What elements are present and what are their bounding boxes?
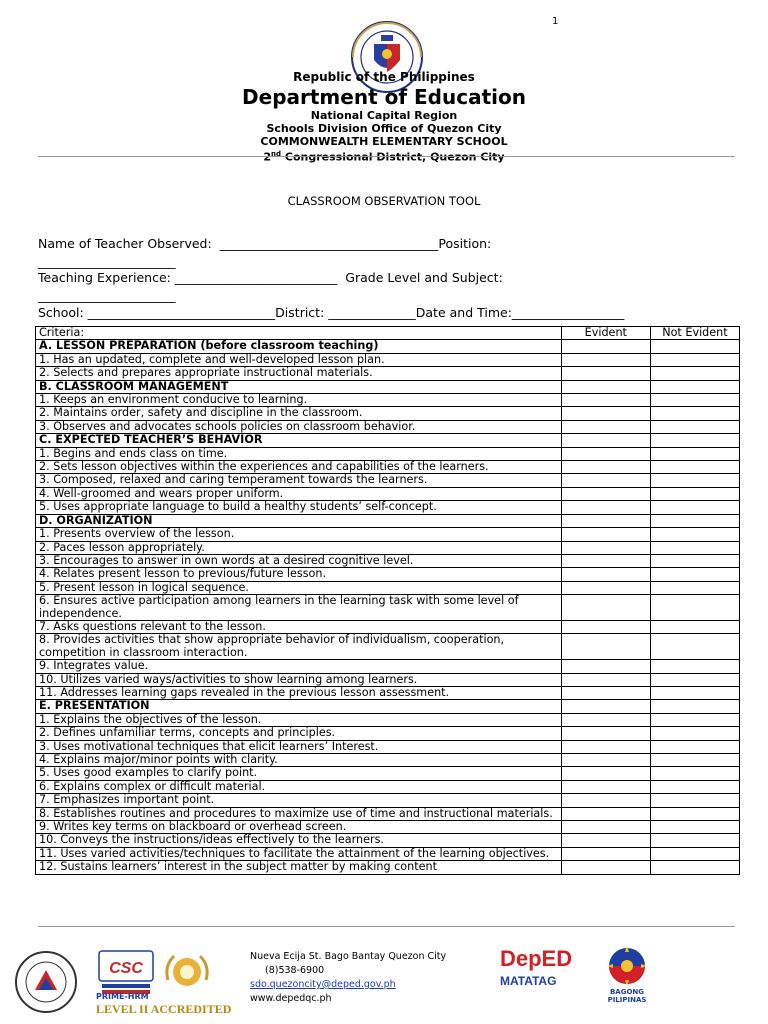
- criteria-row: [36, 568, 740, 581]
- criteria-text: 9. Integrates value.: [36, 660, 562, 673]
- not-evident-cell[interactable]: [650, 367, 739, 380]
- teacher-position-field-continued: ______________________: [38, 254, 176, 269]
- evident-cell: [561, 380, 650, 393]
- not-evident-cell[interactable]: [650, 461, 739, 474]
- evident-cell[interactable]: [561, 861, 650, 874]
- evident-cell[interactable]: [561, 780, 650, 793]
- evident-header: Evident: [561, 327, 650, 340]
- not-evident-cell[interactable]: [650, 740, 739, 753]
- criteria-text: 10. Utilizes varied ways/activities to show learning among learners.: [36, 673, 562, 686]
- evident-cell: [561, 340, 650, 353]
- criteria-text: 2. Maintains order, safety and discipline in the classroom.: [36, 407, 562, 420]
- criteria-row: [36, 780, 740, 793]
- not-evident-cell[interactable]: [650, 807, 739, 820]
- experience-grade-field-continued: ______________________: [38, 288, 176, 303]
- not-evident-cell: [650, 340, 739, 353]
- criteria-text: 2. Defines unfamiliar terms, concepts and principles.: [36, 727, 562, 740]
- evident-cell[interactable]: [561, 568, 650, 581]
- section-title: D. ORGANIZATION: [36, 514, 562, 527]
- not-evident-cell[interactable]: [650, 554, 739, 567]
- section-title: E. PRESENTATION: [36, 700, 562, 713]
- district-line: 2nd Congressional District, Quezon City: [263, 150, 505, 164]
- not-evident-cell: [650, 700, 739, 713]
- criteria-row: [36, 528, 740, 541]
- criteria-text: 6. Ensures active participation among learners in the learning task with some level of independence.: [36, 595, 562, 621]
- not-evident-cell[interactable]: [650, 487, 739, 500]
- not-evident-cell[interactable]: [650, 394, 739, 407]
- section-title: C. EXPECTED TEACHER’S BEHAVIOR: [36, 434, 562, 447]
- criteria-text: 4. Well-groomed and wears proper uniform.: [36, 487, 562, 500]
- not-evident-cell[interactable]: [650, 474, 739, 487]
- criteria-text: 1. Keeps an environment conducive to learning.: [36, 394, 562, 407]
- evident-cell[interactable]: [561, 581, 650, 594]
- section-row: [36, 434, 740, 447]
- evident-cell[interactable]: [561, 713, 650, 726]
- not-evident-cell[interactable]: [650, 568, 739, 581]
- criteria-row: [36, 660, 740, 673]
- table-header-row: [36, 327, 740, 340]
- criteria-row: [36, 447, 740, 460]
- not-evident-cell[interactable]: [650, 407, 739, 420]
- region-line: National Capital Region: [310, 109, 458, 122]
- criteria-row: [36, 620, 740, 633]
- not-evident-cell[interactable]: [650, 754, 739, 767]
- contact-block: [250, 950, 446, 1006]
- deped-logo-text: DepED: [500, 946, 573, 971]
- criteria-row: [36, 686, 740, 699]
- criteria-row: [36, 420, 740, 433]
- criteria-row: [36, 554, 740, 567]
- not-evident-cell[interactable]: [650, 634, 739, 660]
- evident-cell[interactable]: [561, 487, 650, 500]
- evident-cell: [561, 434, 650, 447]
- evident-cell[interactable]: [561, 727, 650, 740]
- criteria-row: [36, 807, 740, 820]
- section-row: [36, 700, 740, 713]
- bagong-pilipinas-label: BAGONG PILIPINAS: [607, 988, 647, 1004]
- evident-cell[interactable]: [561, 767, 650, 780]
- criteria-text: 7. Asks questions relevant to the lesson.: [36, 620, 562, 633]
- experience-grade-field: Teaching Experience: __________________________ Grade Level and Subject:: [38, 270, 503, 285]
- csc-label: CSC: [109, 960, 143, 977]
- sdo-quezon-city-seal-icon: [8, 950, 84, 1014]
- section-title: B. CLASSROOM MANAGEMENT: [36, 380, 562, 393]
- criteria-text: 11. Addresses learning gaps revealed in the previous lesson assessment.: [36, 686, 562, 699]
- criteria-row: [36, 407, 740, 420]
- department-name: Department of Education: [242, 85, 526, 109]
- not-evident-cell[interactable]: [650, 660, 739, 673]
- criteria-row: [36, 727, 740, 740]
- criteria-text: 5. Uses good examples to clarify point.: [36, 767, 562, 780]
- criteria-text: 1. Presents overview of the lesson.: [36, 528, 562, 541]
- criteria-row: [36, 673, 740, 686]
- criteria-text: 3. Uses motivational techniques that elicit learners’ Interest.: [36, 740, 562, 753]
- evident-cell[interactable]: [561, 528, 650, 541]
- criteria-row: [36, 834, 740, 847]
- criteria-text: 4. Relates present lesson to previous/future lesson.: [36, 568, 562, 581]
- evident-cell[interactable]: [561, 501, 650, 514]
- criteria-text: 3. Observes and advocates schools policies on classroom behavior.: [36, 420, 562, 433]
- evident-cell[interactable]: [561, 447, 650, 460]
- evident-cell[interactable]: [561, 740, 650, 753]
- criteria-text: 10. Conveys the instructions/ideas effectively to the learners.: [36, 834, 562, 847]
- criteria-row: [36, 740, 740, 753]
- evident-cell[interactable]: [561, 407, 650, 420]
- not-evident-cell: [650, 380, 739, 393]
- address-line: Nueva Ecija St. Bago Bantay Quezon City: [250, 951, 447, 962]
- criteria-text: 11. Uses varied activities/techniques to facilitate the attainment of the learning objectives.: [36, 847, 562, 860]
- not-evident-cell[interactable]: [650, 420, 739, 433]
- section-row: [36, 340, 740, 353]
- not-evident-cell[interactable]: [650, 727, 739, 740]
- header-rule: [38, 156, 735, 157]
- criteria-row: [36, 487, 740, 500]
- section-row: [36, 514, 740, 527]
- criteria-row: [36, 767, 740, 780]
- evident-cell[interactable]: [561, 620, 650, 633]
- phone-line: (8)538-6900: [265, 965, 325, 976]
- division-line: Schools Division Office of Quezon City: [266, 122, 502, 135]
- website-line: www.depedqc.ph: [250, 993, 332, 1004]
- evident-cell: [561, 514, 650, 527]
- evident-cell[interactable]: [561, 807, 650, 820]
- teacher-position-field: Name of Teacher Observed: ___________________________________Position:: [38, 236, 492, 251]
- section-row: [36, 380, 740, 393]
- csc-logo-icon: [98, 950, 154, 996]
- not-evident-cell[interactable]: [650, 581, 739, 594]
- criteria-row: [36, 474, 740, 487]
- evident-cell[interactable]: [561, 353, 650, 366]
- criteria-row: [36, 713, 740, 726]
- email-link[interactable]: sdo.quezoncity@deped.gov.ph: [250, 979, 396, 990]
- not-evident-cell[interactable]: [650, 861, 739, 874]
- evident-cell[interactable]: [561, 821, 650, 834]
- criteria-text: 8. Provides activities that show appropriate behavior of individualism, cooperation, competition in classroom interaction.: [36, 634, 562, 660]
- not-evident-cell[interactable]: [650, 673, 739, 686]
- criteria-text: 1. Has an updated, complete and well-developed lesson plan.: [36, 353, 562, 366]
- criteria-text: 2. Paces lesson appropriately.: [36, 541, 562, 554]
- criteria-row: [36, 367, 740, 380]
- criteria-text: 2. Selects and prepares appropriate instructional materials.: [36, 367, 562, 380]
- evident-cell[interactable]: [561, 420, 650, 433]
- footer-rule: [38, 926, 735, 927]
- criteria-text: 6. Explains complex or difficult material.: [36, 780, 562, 793]
- criteria-row: [36, 847, 740, 860]
- criteria-row: [36, 794, 740, 807]
- evident-cell[interactable]: [561, 847, 650, 860]
- evident-cell[interactable]: [561, 394, 650, 407]
- matatag-label: MATATAG: [500, 974, 557, 988]
- criteria-text: 3. Composed, relaxed and caring temperament towards the learners.: [36, 474, 562, 487]
- not-evident-cell[interactable]: [650, 847, 739, 860]
- criteria-row: [36, 541, 740, 554]
- criteria-header: Criteria:: [36, 327, 562, 340]
- not-evident-cell[interactable]: [650, 620, 739, 633]
- evident-cell[interactable]: [561, 541, 650, 554]
- evident-cell[interactable]: [561, 595, 650, 621]
- not-evident-cell: [650, 434, 739, 447]
- prime-hrm-label: PRIME-HRM: [96, 992, 149, 1001]
- not-evident-header: Not Evident: [650, 327, 739, 340]
- criteria-row: [36, 821, 740, 834]
- criteria-text: 12. Sustains learners’ interest in the subject matter by making content: [36, 861, 562, 874]
- evident-cell[interactable]: [561, 554, 650, 567]
- criteria-text: 2. Sets lesson objectives within the experiences and capabilities of the learners.: [36, 461, 562, 474]
- criteria-text: 7. Emphasizes important point.: [36, 794, 562, 807]
- criteria-row: [36, 861, 740, 874]
- page-number: 1: [552, 16, 559, 27]
- evident-cell[interactable]: [561, 660, 650, 673]
- evident-cell[interactable]: [561, 754, 650, 767]
- not-evident-cell[interactable]: [650, 780, 739, 793]
- criteria-row: [36, 461, 740, 474]
- not-evident-cell[interactable]: [650, 541, 739, 554]
- not-evident-cell: [650, 514, 739, 527]
- criteria-text: 1. Explains the objectives of the lesson.: [36, 713, 562, 726]
- criteria-row: [36, 501, 740, 514]
- evident-cell[interactable]: [561, 634, 650, 660]
- not-evident-cell[interactable]: [650, 713, 739, 726]
- letterhead: [0, 70, 768, 164]
- evident-cell[interactable]: [561, 474, 650, 487]
- evident-cell[interactable]: [561, 673, 650, 686]
- not-evident-cell[interactable]: [650, 528, 739, 541]
- evident-cell: [561, 700, 650, 713]
- evident-cell[interactable]: [561, 367, 650, 380]
- evident-cell[interactable]: [561, 686, 650, 699]
- deped-matatag-logo: [500, 944, 574, 1000]
- evident-cell[interactable]: [561, 794, 650, 807]
- criteria-text: 8. Establishes routines and procedures to maximize use of time and instructional materials.: [36, 807, 562, 820]
- criteria-text: 1. Begins and ends class on time.: [36, 447, 562, 460]
- criteria-text: 4. Explains major/minor points with clarity.: [36, 754, 562, 767]
- not-evident-cell[interactable]: [650, 686, 739, 699]
- evident-cell[interactable]: [561, 834, 650, 847]
- evident-cell[interactable]: [561, 461, 650, 474]
- school-district-date-field: School: ______________________________District: ______________Date and Time:__________________: [38, 305, 625, 320]
- criteria-row: [36, 394, 740, 407]
- not-evident-cell[interactable]: [650, 794, 739, 807]
- laurel-badge-icon: [160, 950, 214, 996]
- not-evident-cell[interactable]: [650, 821, 739, 834]
- school-line: COMMONWEALTH ELEMENTARY SCHOOL: [260, 135, 508, 148]
- criteria-text: 3. Encourages to answer in own words at a desired cognitive level.: [36, 554, 562, 567]
- republic-line: Republic of the Philippines: [293, 70, 475, 84]
- criteria-row: [36, 353, 740, 366]
- not-evident-cell[interactable]: [650, 447, 739, 460]
- not-evident-cell[interactable]: [650, 353, 739, 366]
- not-evident-cell[interactable]: [650, 834, 739, 847]
- section-title: A. LESSON PREPARATION (before classroom teaching): [36, 340, 562, 353]
- criteria-table: [35, 326, 740, 875]
- bagong-pilipinas-logo-icon: [592, 944, 662, 988]
- criteria-row: [36, 581, 740, 594]
- not-evident-cell[interactable]: [650, 767, 739, 780]
- criteria-text: 5. Present lesson in logical sequence.: [36, 581, 562, 594]
- not-evident-cell[interactable]: [650, 501, 739, 514]
- criteria-row: [36, 754, 740, 767]
- criteria-row: [36, 634, 740, 660]
- not-evident-cell[interactable]: [650, 595, 739, 621]
- criteria-text: 9. Writes key terms on blackboard or overhead screen.: [36, 821, 562, 834]
- document-title: CLASSROOM OBSERVATION TOOL: [287, 194, 481, 208]
- level-accredited-label: LEVEL II ACCREDITED: [96, 1002, 232, 1016]
- criteria-text: 5. Uses appropriate language to build a healthy students’ self-concept.: [36, 501, 562, 514]
- criteria-row: [36, 595, 740, 621]
